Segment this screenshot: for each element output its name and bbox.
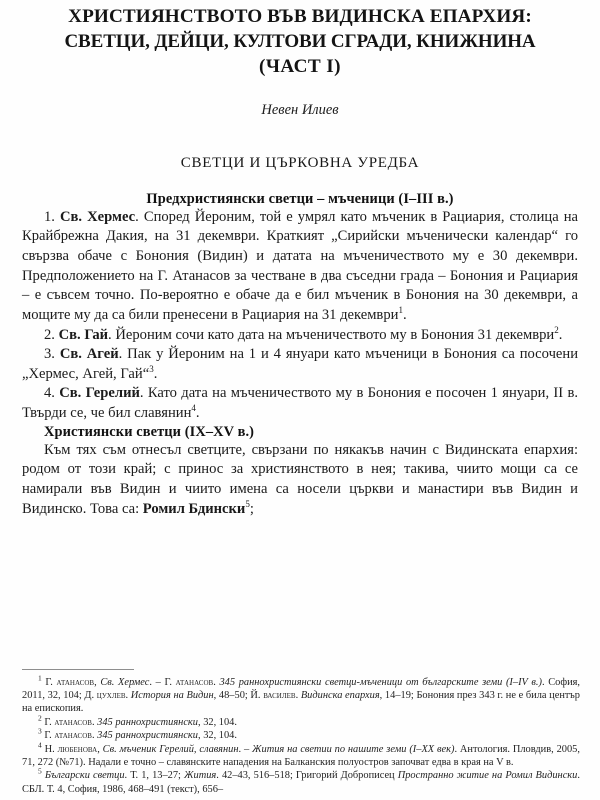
footnote-text: , <box>94 676 101 688</box>
title-line-3: (ЧАСТ I) <box>259 56 341 78</box>
entry-number: 1. <box>44 208 55 225</box>
title-line-2: СВЕТЦИ, ДЕЙЦИ, КУЛТОВИ СГРАДИ, КНИЖНИНА <box>64 31 536 53</box>
entry-paragraph-3 <box>22 345 578 384</box>
footnote-title-italic: 345 раннохристиянски <box>97 716 198 728</box>
entry-saint-name: Св. Агей <box>59 346 119 363</box>
footnote-marker: 4 <box>191 403 196 414</box>
footnote-title-italic: 345 раннохристиянски <box>97 730 198 742</box>
entry-number: 3. <box>44 346 55 363</box>
footnote-marker: 2 <box>554 324 559 335</box>
footnote-number: 2 <box>38 713 42 723</box>
footnote-author-smallcaps: атанасов <box>54 716 92 728</box>
entry-tail: . <box>153 365 158 382</box>
footnote-title-italic: 345 раннохристиянски светци-мъченици от българските земи (I–IV в.) <box>219 676 542 688</box>
footnote-author-smallcaps: атанасов <box>56 676 95 688</box>
footnote-text: . <box>295 690 301 702</box>
footnote-title-italic: Жития на светии по нашите земи (I–XX век) <box>252 743 455 755</box>
footnote-text: . Антология. Пловдив, 2005, 71, 272 (№71). Надали е точно – славянските нападения на Балканския полуостров започват едва в края на V в. <box>22 743 580 768</box>
footnote-number: 3 <box>38 726 42 736</box>
footnote-text: . <box>91 716 98 728</box>
footnote-author-smallcaps: атанасов <box>175 676 214 688</box>
footnote-item <box>22 713 580 729</box>
body-content <box>22 172 578 519</box>
footnote-title-italic: Пространно житие на Ромил Видински <box>397 770 578 782</box>
footnote-text: . София, 2011, 32, 104; Д. <box>22 676 581 702</box>
footnote-item <box>22 726 580 742</box>
footnote-item <box>22 766 580 796</box>
footnote-text: Н. <box>44 743 58 755</box>
footnote-title-italic: Видинска епархия <box>300 690 380 702</box>
footnote-text: , 48–50; Й. <box>213 690 264 702</box>
entry-tail: . <box>195 405 200 422</box>
footnote-author-smallcaps: атанасов <box>54 730 92 742</box>
footnote-item <box>22 673 581 716</box>
entry-paragraph-2 <box>22 326 578 346</box>
footnote-separator-rule <box>22 669 134 670</box>
title-line-1: ХРИСТИЯНСТВОТО ВЪВ ВИДИНСКА ЕПАРХИЯ: <box>68 6 532 27</box>
entry-paragraph-1 <box>22 208 578 326</box>
footnote-author-smallcaps: василев <box>263 690 296 702</box>
entry-number: 2. <box>44 326 55 343</box>
entry-number: 4. <box>44 385 55 402</box>
entry-text: . Йероним сочи като дата на мъченичеството му в Бонония 31 декември <box>108 326 555 343</box>
entry-text: . Според Йероним, той е умрял като мъченик в Рациария, столица на Крайбрежна Дакия, на 31 декември. Краткият „Сирийски мъченически календар“ го свързва обаче с Бонония (Видин) и датата на мъченичеството му е 30 декември. Предположението на Г. Атанасов за честване в два съседни града – Бонония и Рациария – е съвсем точно. По-вероятно е обаче да е бил мъченик в Бонония на 30 декември, а мощите му да са били пренесени в Рациария на 31 декември <box>22 208 579 323</box>
entry-saint-name: Св. Гай <box>58 326 109 343</box>
section-heading: СВЕТЦИ И ЦЪРКОВНА УРЕДБА <box>180 154 420 171</box>
footnote-number: 1 <box>38 673 42 683</box>
footnote-text: , 32, 104. <box>198 716 237 728</box>
footnote-text: . – Г. <box>149 676 176 688</box>
entry-saint-name: Св. Герелий <box>59 385 140 402</box>
paragraph-lead-text: Към тях съм отнесъл светците, свързани по някакъв начин с Видинската епархия: родом от този край; с принос за християнството в нея; такива, чиито мощи са се намирали във Видин и чиито имена са носели църкви и манастири във Видин и Видинско. Това са: <box>22 441 578 517</box>
subheading-pre-christian-saints: Предхристиянски светци – мъченици (I–III в.) <box>146 190 454 207</box>
footnote-text: . <box>125 690 131 702</box>
footnote-text: . <box>213 676 220 688</box>
footnotes-section <box>22 669 580 796</box>
footnote-marker: 3 <box>149 363 154 374</box>
footnote-number: 4 <box>38 740 42 750</box>
christian-saints-paragraph <box>22 441 578 520</box>
entry-saint-name: Св. Хермес <box>60 208 136 225</box>
footnote-text: Г. <box>44 716 55 728</box>
footnote-title-italic: История на Видин <box>130 690 214 702</box>
author-name: Невен Илиев <box>261 101 339 118</box>
footnote-text: Г. <box>45 676 57 688</box>
saint-name-romil: Ромил Бдински <box>142 500 246 517</box>
footnote-text: Г. <box>44 730 55 742</box>
footnote-text: . – <box>238 743 253 755</box>
footnote-text: . СБЛ. Т. 4, София, 1986, 468–491 (текст), 656– <box>22 770 580 795</box>
footnote-text: , <box>97 743 103 755</box>
entry-tail: . <box>558 326 563 343</box>
entry-tail: . <box>402 306 407 323</box>
page-title <box>22 0 578 80</box>
footnote-number: 5 <box>38 766 42 776</box>
footnote-text: . Т. 1, 13–27; <box>124 770 185 782</box>
footnote-text: , 32, 104. <box>198 730 237 742</box>
paragraph-tail: ; <box>249 500 254 517</box>
footnote-text: , 14–19; Бонония през 343 г. не е била център на епископия. <box>22 690 581 715</box>
footnote-marker: 1 <box>398 305 403 316</box>
footnote-text: . <box>91 730 98 742</box>
footnote-text: . 42–43, 516–518; Григорий Доброписец <box>216 770 398 782</box>
footnote-item <box>22 740 580 770</box>
footnote-author-smallcaps: цухлев <box>96 690 126 702</box>
footnote-title-italic: Жития <box>184 770 217 782</box>
footnote-title-italic: Български светци <box>44 770 125 782</box>
entry-text: . Като дата на мъченичеството му в Бонония е посочен 1 януари, II в. Твърди се, че бил славянин <box>22 385 578 422</box>
entry-paragraph-4 <box>22 384 578 423</box>
footnote-author-smallcaps: любенова <box>57 743 98 755</box>
footnote-title-italic: Св. мъченик Герелий, славянин <box>102 743 239 755</box>
entry-text: . Пак у Йероним на 1 и 4 януари като мъченици в Бонония са посочени „Хермес, Агей, Гай“ <box>22 346 579 382</box>
subheading-christian-saints: Християнски светци (IX–XV в.) <box>44 423 255 440</box>
footnote-marker: 5 <box>245 498 250 509</box>
footnote-title-italic: Св. Хермес <box>100 676 150 688</box>
footnote-list <box>22 673 581 796</box>
